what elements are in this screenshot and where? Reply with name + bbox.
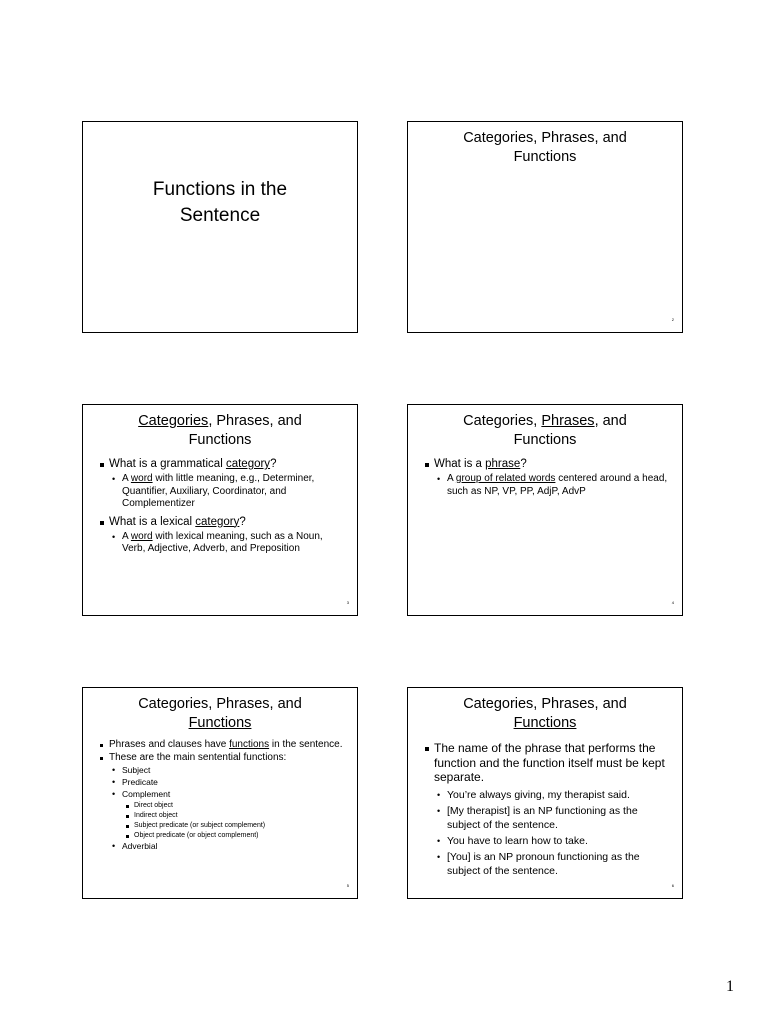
slide-1 (82, 121, 358, 333)
title-underlined: Categories (138, 413, 209, 429)
slide-title (83, 412, 357, 449)
slide-title (408, 129, 682, 166)
title-rest: , Phrases, and (208, 413, 302, 429)
slide-5 (82, 687, 358, 899)
slide-body (98, 457, 347, 560)
bullet: These are the main sentential functions: (98, 752, 347, 764)
sub-sub-bullet: Indirect object (98, 811, 347, 821)
slide-title (408, 695, 682, 732)
title-rest: , and (594, 413, 627, 429)
slide-title (408, 412, 682, 449)
title-line: Functions in the (152, 179, 288, 200)
underlined-text: group of related words (455, 473, 556, 484)
text: in the sentence. (269, 739, 343, 750)
title-rest: Categories, (463, 413, 542, 429)
sub-sub-bullet: Direct object (98, 801, 347, 811)
underlined-text: category (195, 515, 240, 528)
slide-body (98, 739, 347, 853)
bullet: The name of the phrase that performs the function and the function itself must be kept separate. (423, 741, 672, 785)
underlined-text: functions (229, 739, 270, 750)
text: What is a grammatical (109, 458, 226, 470)
sub-bullet: • You have to learn how to take. (423, 834, 672, 848)
title-line: Categories, Phrases, and (138, 696, 302, 712)
slide-number: 6 (671, 883, 674, 888)
slide-number: 4 (671, 600, 674, 605)
slide-title (83, 695, 357, 732)
sub-bullet: • Complement (98, 789, 347, 800)
slide-number: 2 (671, 317, 674, 322)
sub-bullet: • Predicate (98, 777, 347, 788)
underlined-text: word (130, 473, 153, 484)
text: What is a (434, 458, 486, 470)
bullet (98, 739, 347, 751)
text: ? (239, 515, 246, 528)
bullet (98, 515, 347, 529)
title-underlined: Phrases (541, 413, 595, 429)
text: A (447, 473, 456, 484)
title-line (408, 412, 682, 431)
text: ? (270, 458, 277, 470)
sub-bullet (98, 531, 347, 556)
text: ? (520, 458, 527, 470)
title-line: Functions (513, 148, 577, 165)
slide-6 (407, 687, 683, 899)
sub-bullet: • Adverbial (98, 841, 347, 852)
text: with lexical meaning, such as a Noun, Verb, Adjective, Adverb, and Preposition (122, 530, 323, 554)
page-number: 1 (726, 978, 734, 995)
sub-bullet (98, 473, 347, 511)
slide-2 (407, 121, 683, 333)
title-underlined: Functions (513, 714, 577, 731)
text: A (122, 473, 131, 484)
sub-sub-bullet: Object predicate (or object complement) (98, 831, 347, 841)
title-underlined: Functions (188, 714, 252, 731)
underlined-text: category (225, 458, 271, 470)
text: A (122, 530, 131, 542)
text: centered around a head, such as NP, VP, PP, AdjP, AdvP (447, 473, 668, 497)
slide-body (423, 457, 672, 502)
sub-sub-bullet: Subject predicate (or subject complement) (98, 821, 347, 831)
slide-3 (82, 404, 358, 616)
slide-body (423, 741, 672, 880)
title-line: Categories, Phrases, and (463, 696, 627, 712)
underlined-text: phrase (485, 458, 521, 470)
text: Phrases and clauses have (109, 739, 230, 750)
sub-bullet: • [My therapist] is an NP functioning as the subject of the sentence. (423, 804, 672, 832)
text: What is a lexical (109, 515, 196, 528)
title-line: Functions (513, 431, 577, 448)
title-line: Sentence (179, 205, 261, 226)
slide-number: 3 (346, 600, 349, 605)
slide-4 (407, 404, 683, 616)
sub-bullet: • You’re always giving, my therapist said. (423, 788, 672, 802)
sub-bullet: • [You] is an NP pronoun functioning as the subject of the sentence. (423, 850, 672, 878)
underlined-text: word (130, 530, 153, 542)
title-line: Categories, Phrases, and (463, 130, 627, 146)
sub-bullet (423, 473, 672, 498)
text: with little meaning, e.g., Determiner, Quantifier, Auxiliary, Coordinator, and Complementizer (122, 473, 315, 509)
title-line: Functions (188, 431, 252, 448)
slide-number: 5 (346, 883, 349, 888)
slide-title (83, 177, 357, 229)
title-line (83, 412, 357, 431)
sub-bullet: • Subject (98, 765, 347, 776)
bullet (423, 457, 672, 471)
bullet (98, 457, 347, 471)
